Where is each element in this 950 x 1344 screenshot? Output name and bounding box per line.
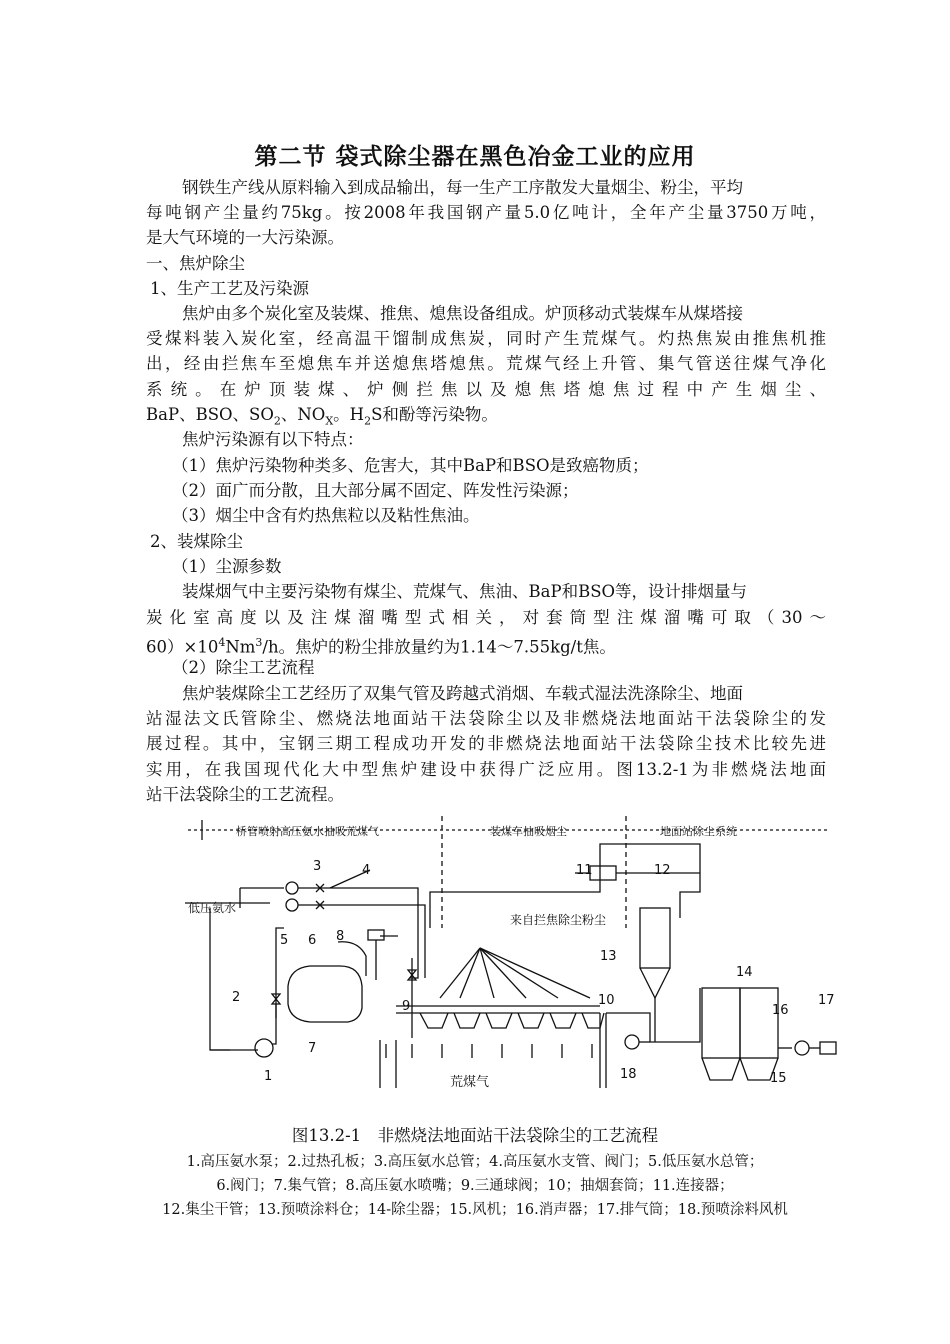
intro-line: 钢铁生产线从原料输入到成品输出，每一生产工序散发大量烟尘、粉尘，平均 <box>182 178 743 197</box>
diagram-number: 9 <box>402 999 411 1014</box>
paragraph-line: 焦炉污染源有以下特点： <box>182 430 364 449</box>
diagram-number: 14 <box>736 965 753 980</box>
paragraph-line: 焦炉由多个炭化室及装煤、推焦、熄焦设备组成。炉顶移动式装煤车从煤塔接 <box>182 304 743 323</box>
zone1-label: 桥管喷射高压氨水抽吸荒煤气 <box>236 825 379 838</box>
zone2-label: 装煤车抽吸烟尘 <box>490 825 567 838</box>
diagram-number: 18 <box>620 1067 637 1082</box>
diagram-number: 7 <box>308 1041 317 1056</box>
feature-item: （1）焦炉污染物种类多、危害大，其中BaP和BSO是致癌物质； <box>172 456 649 475</box>
subsection-heading: （2）除尘工艺流程 <box>172 658 315 677</box>
paragraph-line: 焦炉装煤除尘工艺经历了双集气管及跨越式消烟、车载式湿法洗涤除尘、地面 <box>182 684 743 703</box>
raw-gas-label: 荒煤气 <box>450 1075 490 1090</box>
subsection-heading: 1、生产工艺及污染源 <box>150 279 309 298</box>
diagram-number: 8 <box>336 929 345 944</box>
feature-item: （3）烟尘中含有灼热焦粒以及粘性焦油。 <box>172 506 480 525</box>
diagram-number: 3 <box>313 859 322 874</box>
diagram-number: 10 <box>598 993 615 1008</box>
paragraph-line: 出，经由拦焦车至熄焦车并送熄焦塔熄焦。荒煤气经上升管、集气管送往煤气净化 <box>146 354 826 373</box>
figure-legend-line: 6.阀门；7.集气管；8.高压氨水喷嘴；9.三通球阀；10；抽烟套筒；11.连接器； <box>216 1178 734 1194</box>
diagram-number: 15 <box>770 1071 787 1086</box>
diagram-number: 5 <box>280 933 289 948</box>
from-lanjiao-label: 来自拦焦除尘粉尘 <box>510 913 607 927</box>
figure-legend-line: 1.高压氨水泵；2.过热孔板；3.高压氨水总管；4.高压氨水支管、阀门；5.低压氨水总管； <box>186 1154 764 1170</box>
feature-item: （2）面广而分散，且大部分属不固定、阵发性污染源； <box>172 481 579 500</box>
paragraph-line: 展过程。其中，宝钢三期工程成功开发的非燃烧法地面站干法袋除尘技术比较先进 <box>146 734 826 753</box>
subsection-heading: 2、装煤除尘 <box>150 532 243 551</box>
diagram-number: 6 <box>308 933 317 948</box>
diagram-number: 13 <box>600 949 617 964</box>
paragraph-line: 站干法袋除尘的工艺流程。 <box>146 785 344 804</box>
paragraph-line: 受煤料装入炭化室，经高温干馏制成焦炭，同时产生荒煤气。灼热焦炭由推焦机推 <box>146 329 826 348</box>
diagram-number: 2 <box>232 990 241 1005</box>
figure-legend-line: 12.集尘干管；13.预喷涂料仓；14-除尘器；15.风机；16.消声器；17.排气筒；18.预喷涂料风机 <box>162 1202 788 1218</box>
diagram-number: 17 <box>818 993 835 1008</box>
diagram-number: 1 <box>264 1069 273 1084</box>
pollutants-line: BaP、BSO、$SO_2$、$NO_X$。$H_2S$和酚等污染物。 <box>146 405 498 428</box>
intro-line: 每吨钢产尘量约75kg。按2008年我国钢产量5.0亿吨计，全年产尘量3750万吨， <box>146 203 826 222</box>
subsection-heading: （1）尘源参数 <box>172 557 282 576</box>
diagram-number: 16 <box>772 1003 789 1018</box>
figure-caption: 图13.2-1 非燃烧法地面站干法袋除尘的工艺流程 <box>291 1126 659 1145</box>
paragraph-line: 站湿法文氏管除尘、燃烧法地面站干法袋除尘以及非燃烧法地面站干法袋除尘的发 <box>146 709 826 728</box>
diagram-number: 12 <box>654 863 671 878</box>
paragraph-line: 系统。在炉顶装煤、炉侧拦焦以及熄焦塔熄焦过程中产生烟尘、 <box>146 380 826 399</box>
paragraph-line: 实用，在我国现代化大中型焦炉建设中获得广泛应用。图13.2-1为非燃烧法地面 <box>146 760 826 779</box>
paragraph-line: 炭化室高度以及注煤溜嘴型式相关，对套筒型注煤溜嘴可取（30～ <box>146 608 826 627</box>
diagram-number: 11 <box>576 863 593 878</box>
zone3-label: 地面站除尘系统 <box>660 825 737 838</box>
low-pressure-label: 低压氨水 <box>188 901 237 915</box>
intro-line: 是大气环境的一大污染源。 <box>146 228 344 247</box>
section-heading: 一、焦炉除尘 <box>146 254 245 273</box>
paragraph-line: 装煤烟气中主要污染物有煤尘、荒煤气、焦油、BaP和BSO等，设计排烟量与 <box>182 582 748 601</box>
diagram-number: 4 <box>362 863 371 878</box>
emission-line: $60)\times 10^4Nm^3/h$。焦炉的粉尘排放量约为1.14～7.55kg/t焦。 <box>146 636 616 657</box>
page-title: 第二节 袋式除尘器在黑色冶金工业的应用 <box>254 144 696 170</box>
process-flow-diagram <box>180 808 840 1108</box>
